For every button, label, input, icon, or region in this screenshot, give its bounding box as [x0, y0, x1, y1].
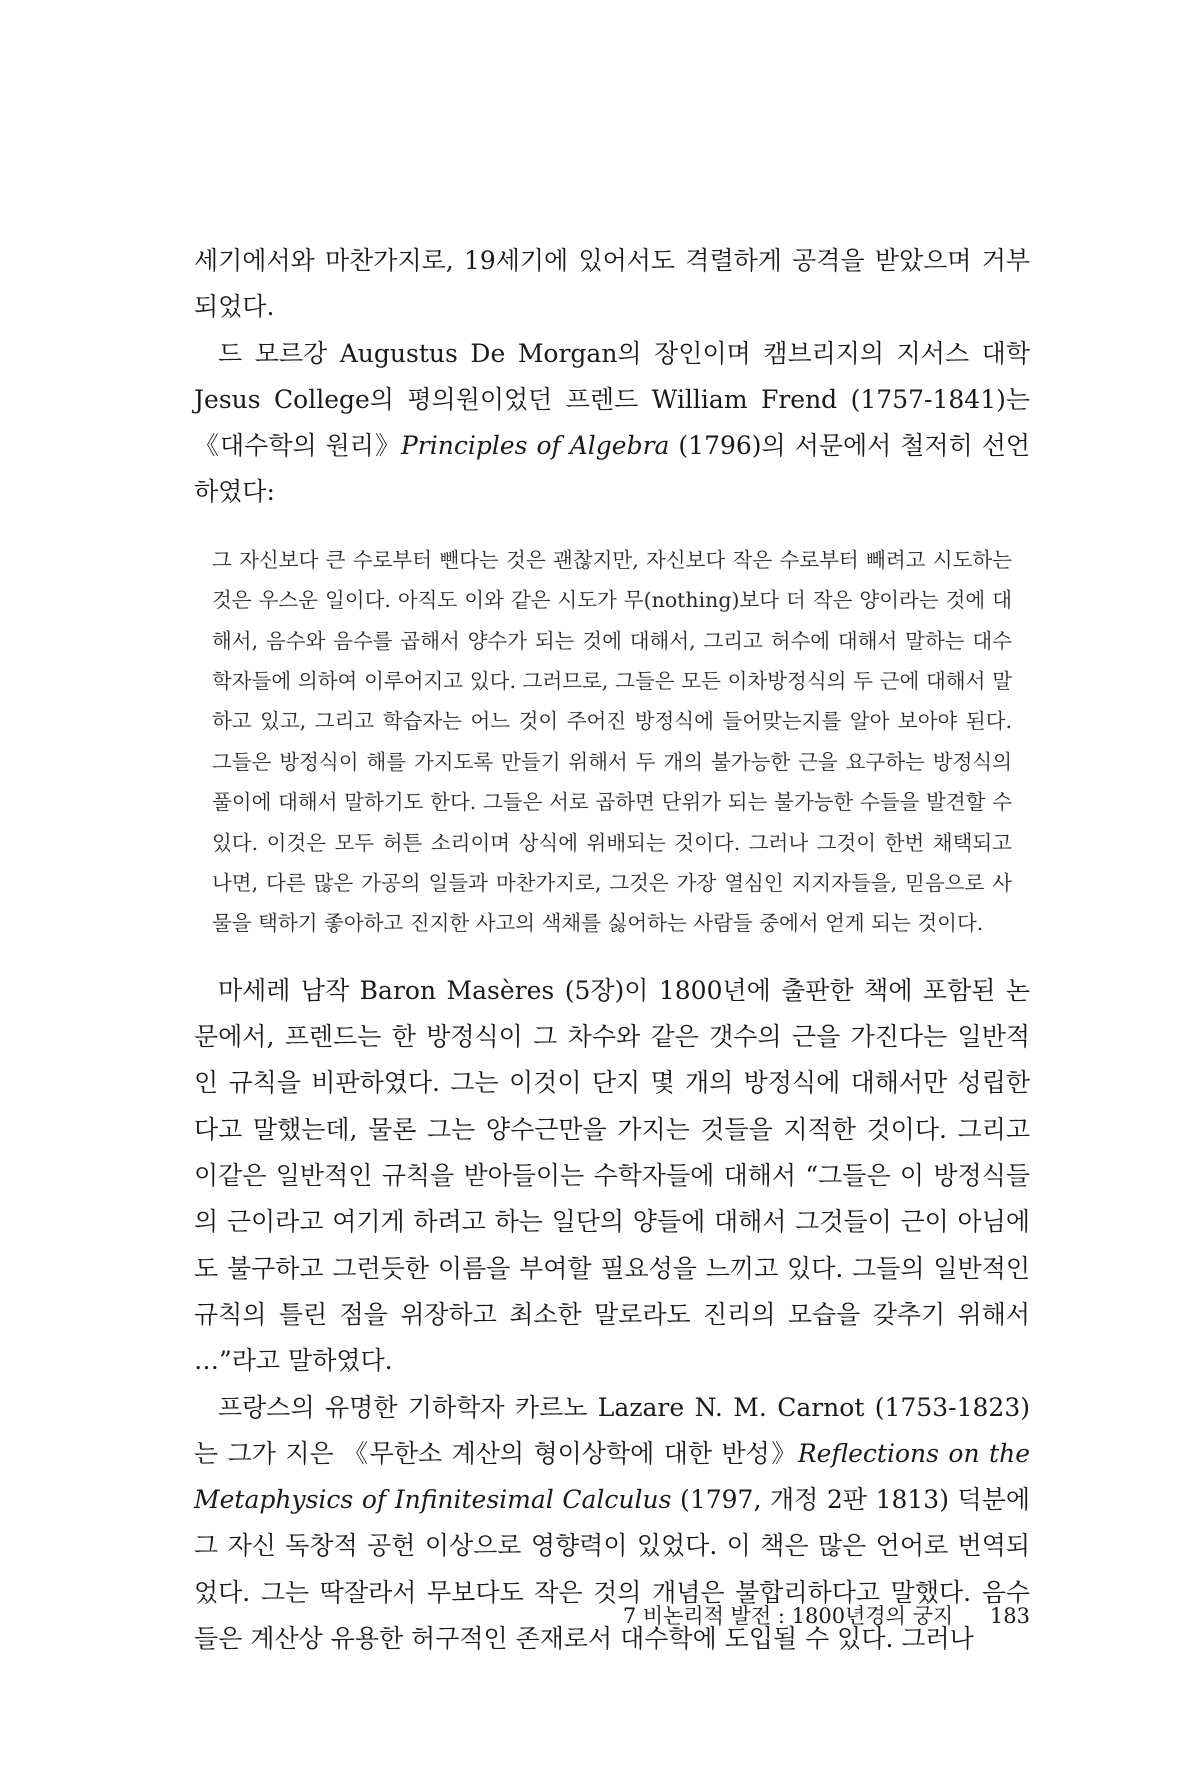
paragraph-maseres [194, 968, 1030, 1385]
page-footer [580, 1600, 1030, 1630]
paragraph-text: 드 모르강 Augustus De Morgan의 장인이며 캠브리지의 지서스 대학 Jesus College의 평의원이었던 프렌드 William Frend (1757-1841)는 《대수학의 원리》 [194, 338, 1030, 461]
running-footer-chapter: 7 비논리적 발전 : 1800년경의 궁지 [622, 1604, 954, 1628]
paragraph-text: 세기에서와 마찬가지로, 19세기에 있어서도 격렬하게 공격을 받았으며 거부되었다. [194, 246, 1030, 322]
page-number: 183 [989, 1604, 1030, 1628]
block-quote [212, 540, 1012, 944]
paragraph-text: 프랑스의 유명한 기하학자 카르노 Lazare N. M. Carnot (1753-1823)는 그가 지은 《무한소 계산의 형이상학에 대한 반성》 [194, 1392, 1030, 1468]
paragraph-text: (1796)의 서문에서 철저히 선언하였다: [194, 431, 1030, 507]
paragraph-text: (1797, 개정 2판 1813) 덕분에 그 자신 독창적 공헌 이상으로 영향력이 있었다. 이 책은 많은 언어로 번역되었다. 그는 딱잘라서 무보다도 작은 것의 개념은 불합리하다고 말했다. 음수들은 계산상 유용한 허구적인 존재로서 대수학에 도입될 수 있다. 그러나 [194, 1485, 1031, 1653]
paragraph-frend-intro [194, 331, 1030, 516]
paragraph-text: 마세레 남작 Baron Masères (5장)이 1800년에 출판한 책에 포함된 논문에서, 프렌드는 한 방정식이 그 차수와 같은 갯수의 근을 가진다는 일반적인 규칙을 비판하였다. 그는 이것이 단지 몇 개의 방정식에 대해서만 성립한다고 말했는데, 물론 그는 양수근만을 가지는 것들을 지적한 것이다. 그리고 이같은 일반적인 규칙을 받아들이는 수학자들에 대해서 “그들은 이 방정식들의 근이라고 여기게 하려고 하는 일단의 양들에 대해서 그것들이 근이 아님에도 불구하고 그런듯한 이름을 부여할 필요성을 느끼고 있다. 그들의 일반적인 규칙의 틀린 점을 위장하고 최소한 말로라도 진리의 모습을 갖추기 위해서 …”라고 말하였다. [194, 975, 1030, 1376]
page-body [194, 238, 1030, 1662]
book-title: Reflections on the Metaphysics of Infinitesimal Calculus [194, 1438, 1030, 1515]
book-title: Principles of Algebra [400, 431, 670, 461]
paragraph-continuation [194, 238, 1030, 331]
quote-text: 그 자신보다 큰 수로부터 뺀다는 것은 괜찮지만, 자신보다 작은 수로부터 빼려고 시도하는 것은 우스운 일이다. 아직도 이와 같은 시도가 무(nothing)보다 더 작은 양이라는 것에 대해서, 음수와 음수를 곱해서 양수가 되는 것에 대해서, 그리고 허수에 대해서 말하는 대수학자들에 의하여 이루어지고 있다. 그러므로, 그들은 모든 이차방정식의 두 근에 대해서 말하고 있고, 그리고 학습자는 어느 것이 주어진 방정식에 들어맞는지를 알아 보아야 된다. 그들은 방정식이 해를 가지도록 만들기 위해서 두 개의 불가능한 근을 요구하는 방정식의 풀이에 대해서 말하기도 한다. 그들은 서로 곱하면 단위가 되는 불가능한 수들을 발견할 수 있다. 이것은 모두 허튼 소리이며 상식에 위배되는 것이다. 그러나 그것이 한번 채택되고 나면, 다른 많은 가공의 일들과 마찬가지로, 그것은 가장 열심인 지지자들을, 믿음으로 사물을 택하기 좋아하고 진지한 사고의 색채를 싫어하는 사람들 중에서 얻게 되는 것이다. [212, 547, 1012, 936]
